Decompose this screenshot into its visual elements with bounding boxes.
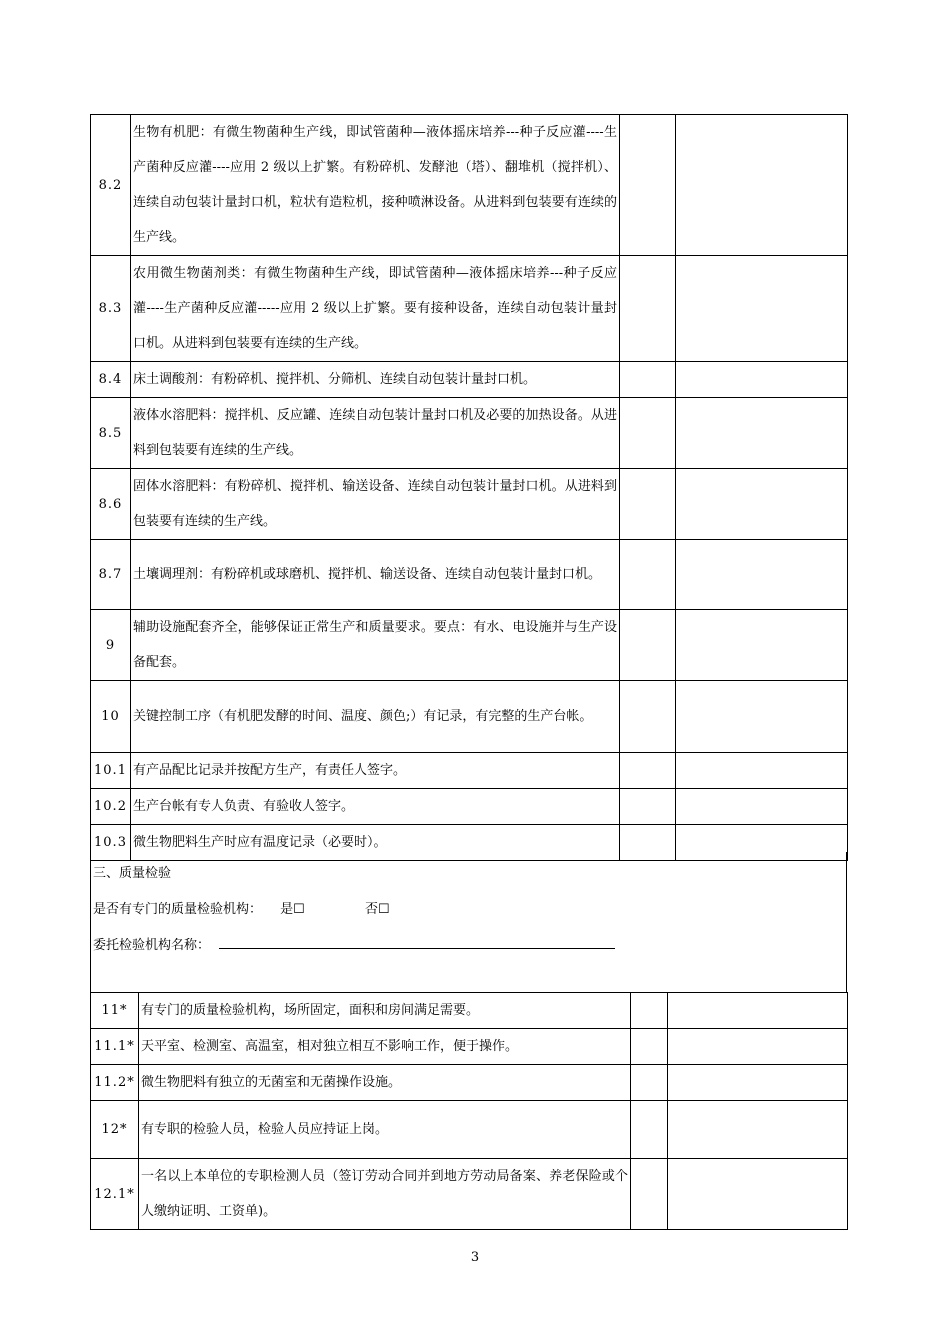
item-number: 10	[91, 681, 131, 753]
item-number: 8.5	[91, 398, 131, 469]
agency-name-line[interactable]	[219, 948, 615, 949]
check-cell[interactable]	[620, 681, 676, 753]
remarks-cell[interactable]	[676, 115, 848, 256]
item-requirement: 液体水溶肥料：搅拌机、反应罐、连续自动包装计量封口机及必要的加热设备。从进料到包装要有连续的生产线。	[131, 398, 620, 469]
remarks-cell[interactable]	[676, 610, 848, 681]
remarks-cell[interactable]	[668, 1029, 848, 1065]
item-requirement: 床土调酸剂：有粉碎机、搅拌机、分筛机、连续自动包装计量封口机。	[131, 362, 620, 398]
check-cell[interactable]	[620, 115, 676, 256]
item-requirement: 生物有机肥：有微生物菌种生产线，即试管菌种—液体摇床培养---种子反应灌----生产菌种反应灌----应用 2 级以上扩繁。有粉碎机、发酵池（塔）、翻堆机（搅拌机）、连续自动包装计量封口机，粒状有造粒机，接种喷淋设备。从进料到包装要有连续的生产线。	[131, 115, 620, 256]
table-row	[91, 398, 848, 469]
table-row	[91, 789, 848, 825]
check-cell[interactable]	[620, 753, 676, 789]
item-number: 9	[91, 610, 131, 681]
check-cell[interactable]	[620, 256, 676, 362]
check-cell[interactable]	[631, 1159, 668, 1230]
section-heading: 三、质量检验	[93, 866, 172, 881]
page-number: 3	[470, 1250, 480, 1265]
item-number: 8.7	[91, 540, 131, 610]
item-requirement: 微生物肥料有独立的无菌室和无菌操作设施。	[139, 1065, 631, 1101]
remarks-cell[interactable]	[676, 362, 848, 398]
quality-inspection-section	[90, 852, 847, 993]
table-row	[91, 1029, 848, 1065]
check-cell[interactable]	[631, 1029, 668, 1065]
table-row	[91, 1101, 848, 1159]
item-requirement: 固体水溶肥料：有粉碎机、搅拌机、输送设备、连续自动包装计量封口机。从进料到包装要有连续的生产线。	[131, 469, 620, 540]
item-number: 12.1*	[91, 1159, 139, 1230]
check-cell[interactable]	[620, 398, 676, 469]
item-requirement: 关键控制工序（有机肥发酵的时间、温度、颜色;）有记录，有完整的生产台帐。	[131, 681, 620, 753]
check-cell[interactable]	[620, 610, 676, 681]
remarks-cell[interactable]	[668, 1159, 848, 1230]
table-row	[91, 1065, 848, 1101]
table-row	[91, 540, 848, 610]
check-cell[interactable]	[631, 1101, 668, 1159]
check-cell[interactable]	[620, 469, 676, 540]
item-requirement: 一名以上本单位的专职检测人员（签订劳动合同并到地方劳动局备案、养老保险或个人缴纳证明、工资单)。	[139, 1159, 631, 1230]
item-requirement: 农用微生物菌剂类：有微生物菌种生产线，即试管菌种—液体摇床培养---种子反应灌----生产菌种反应灌-----应用 2 级以上扩繁。要有接种设备，连续自动包装计量封口机。从进料到包装要有连续的生产线。	[131, 256, 620, 362]
item-requirement: 有产品配比记录并按配方生产，有责任人签字。	[131, 753, 620, 789]
remarks-cell[interactable]	[676, 681, 848, 753]
inspection-table-1	[90, 114, 848, 861]
check-cell[interactable]	[620, 362, 676, 398]
item-number: 8.6	[91, 469, 131, 540]
yes-checkbox[interactable]: 是☐	[280, 902, 305, 917]
item-number: 12*	[91, 1101, 139, 1159]
item-number: 11.1*	[91, 1029, 139, 1065]
remarks-cell[interactable]	[676, 540, 848, 610]
no-checkbox[interactable]: 否☐	[364, 902, 390, 917]
remarks-cell[interactable]	[676, 256, 848, 362]
item-requirement: 生产台帐有专人负责、有验收人签字。	[131, 789, 620, 825]
check-cell[interactable]	[620, 540, 676, 610]
item-requirement: 土壤调理剂：有粉碎机或球磨机、搅拌机、输送设备、连续自动包装计量封口机。	[131, 540, 620, 610]
table-row	[91, 1159, 848, 1230]
inspection-table-2	[90, 992, 848, 1230]
table-row	[91, 753, 848, 789]
item-requirement: 辅助设施配套齐全，能够保证正常生产和质量要求。要点：有水、电设施并与生产设备配套。	[131, 610, 620, 681]
remarks-cell[interactable]	[676, 789, 848, 825]
item-number: 11*	[91, 993, 139, 1029]
remarks-cell[interactable]	[668, 1101, 848, 1159]
remarks-cell[interactable]	[676, 753, 848, 789]
table-row	[91, 469, 848, 540]
table-row	[91, 115, 848, 256]
check-cell[interactable]	[631, 993, 668, 1029]
item-requirement: 有专门的质量检验机构，场所固定，面积和房间满足需要。	[139, 993, 631, 1029]
check-cell[interactable]	[631, 1065, 668, 1101]
check-cell[interactable]	[620, 789, 676, 825]
item-number: 8.3	[91, 256, 131, 362]
item-number: 10.2	[91, 789, 131, 825]
table-row	[91, 681, 848, 753]
item-number: 10.3	[91, 825, 131, 861]
remarks-cell[interactable]	[676, 469, 848, 540]
agency-label: 委托检验机构名称：	[93, 938, 211, 953]
table-row	[91, 362, 848, 398]
table-row	[91, 610, 848, 681]
item-requirement: 天平室、检测室、高温室，相对独立相互不影响工作，便于操作。	[139, 1029, 631, 1065]
item-number: 10.1	[91, 753, 131, 789]
item-number: 11.2*	[91, 1065, 139, 1101]
remarks-cell[interactable]	[676, 398, 848, 469]
item-number: 8.4	[91, 362, 131, 398]
table-row	[91, 993, 848, 1029]
inspection-question: 是否有专门的质量检验机构： 是☐ 否☐	[93, 902, 390, 917]
item-number: 8.2	[91, 115, 131, 256]
table-row	[91, 256, 848, 362]
remarks-cell[interactable]	[668, 1065, 848, 1101]
remarks-cell[interactable]	[668, 993, 848, 1029]
item-requirement: 微生物肥料生产时应有温度记录（必要时）。	[131, 825, 620, 861]
item-requirement: 有专职的检验人员，检验人员应持证上岗。	[139, 1101, 631, 1159]
